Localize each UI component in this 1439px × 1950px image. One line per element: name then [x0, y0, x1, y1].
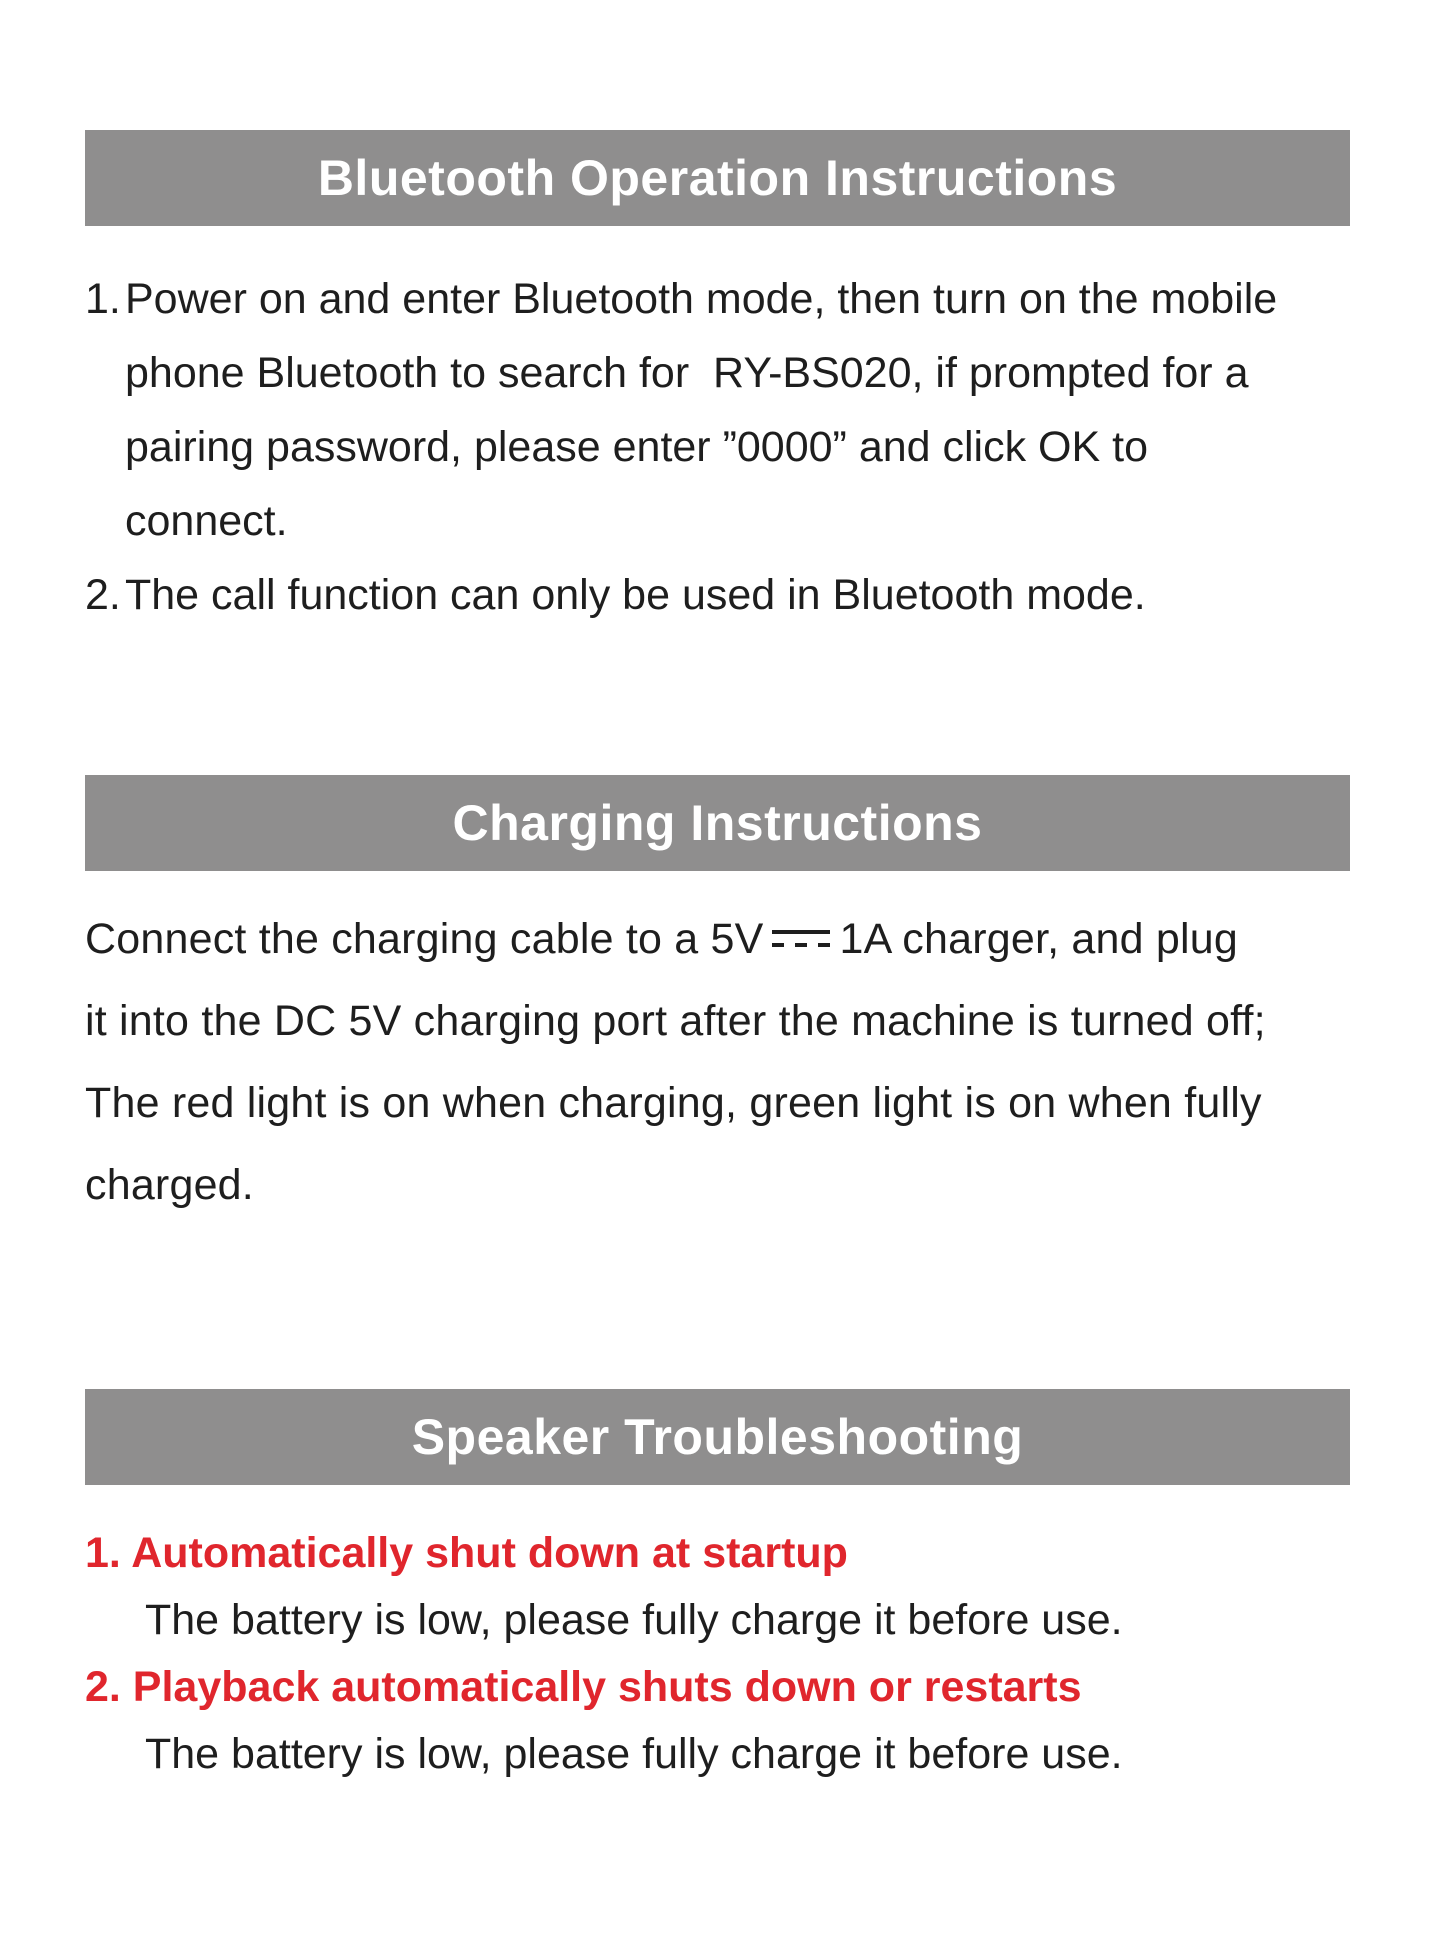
list-item [85, 1654, 1355, 1788]
list-item [85, 558, 1355, 632]
troubleshooting-list [85, 1520, 1355, 1788]
list-item-line: Power on and enter Bluetooth mode, then turn on the mobile [125, 275, 1278, 323]
troubleshooting-section-header [85, 1389, 1350, 1485]
list-item [85, 1520, 1355, 1654]
list-item-number: 2. [85, 571, 121, 619]
charging-line-3: The red light is on when charging, green light is on when fully [85, 1079, 1262, 1127]
troubleshooting-item-title: 2. Playback automatically shuts down or restarts [85, 1663, 1082, 1711]
bluetooth-section-header [85, 130, 1350, 226]
troubleshooting-item-description: The battery is low, please fully charge it before use. [145, 1730, 1123, 1778]
list-item-number: 1. [85, 275, 121, 323]
dc-current-icon [772, 928, 830, 950]
list-item-line: pairing password, please enter ”0000” and click OK to [125, 423, 1148, 471]
charging-line-1 [85, 898, 1355, 980]
troubleshooting-item-description: The battery is low, please fully charge it before use. [145, 1596, 1123, 1644]
troubleshooting-section-title: Speaker Troubleshooting [411, 1409, 1024, 1465]
bluetooth-section-title: Bluetooth Operation Instructions [317, 150, 1118, 206]
charging-line-4: charged. [85, 1161, 254, 1209]
troubleshooting-item-title: 1. Automatically shut down at startup [85, 1529, 848, 1577]
charging-line-2: it into the DC 5V charging port after the machine is turned off; [85, 997, 1266, 1045]
charging-line-1-after: 1A charger, and plug [839, 915, 1239, 963]
list-item [85, 262, 1355, 558]
list-item-line: phone Bluetooth to search for RY-BS020, if prompted for a [125, 349, 1249, 397]
charging-instructions-paragraph [85, 898, 1355, 1226]
list-item-line: connect. [125, 497, 288, 545]
bluetooth-instructions-list [85, 262, 1355, 632]
list-item-line: The call function can only be used in Bluetooth mode. [125, 571, 1146, 619]
charging-line-1-before: Connect the charging cable to a 5V [85, 915, 764, 963]
charging-section-header [85, 775, 1350, 871]
charging-section-title: Charging Instructions [452, 795, 983, 851]
